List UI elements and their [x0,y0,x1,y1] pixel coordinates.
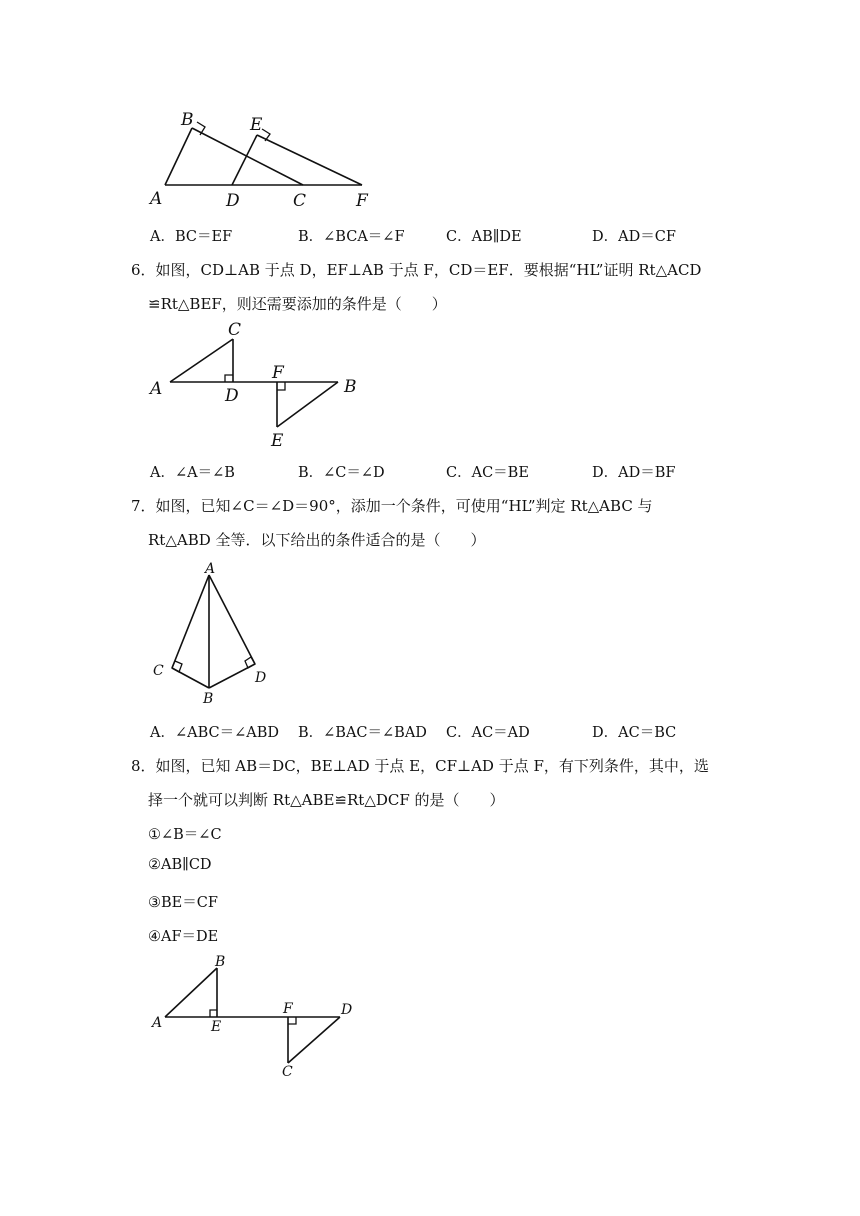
q7-option-d: D．AC＝BC [592,725,677,741]
q8-label-d: D [341,1002,353,1018]
q7-label-c: C [153,663,164,679]
q5-option-c: C．AB∥DE [446,229,522,245]
q6-stem-line2: ≌Rt△BEF，则还需要添加的条件是（ ） [148,295,447,313]
q8-label-e: E [211,1019,222,1035]
q8-condition-2: ②AB∥CD [148,857,212,873]
q6-label-c: C [228,320,242,340]
q5-label-d: D [226,191,240,211]
q5-label-c: C [293,191,307,211]
q8-stem-line2: 择一个就可以判断 Rt△ABE≌Rt△DCF 的是（ ） [148,791,505,809]
q8-label-b: B [215,954,226,970]
q6-option-d: D．AD＝BF [592,465,676,481]
q5-label-b: B [181,110,194,130]
q6-option-a: A．∠A＝∠B [150,465,235,481]
q6-option-c: C．AC＝BE [446,465,529,481]
q5-option-b: B．∠BCA＝∠F [298,229,405,245]
q6-stem-line1: 6．如图，CD⊥AB 于点 D，EF⊥AB 于点 F，CD＝EF．要根据“HL”证明 Rt△ACD [131,261,702,279]
q7-label-a: A [205,561,216,577]
q6-label-f: F [272,363,284,383]
q8-figure [145,950,375,1085]
q6-label-b: B [344,377,357,397]
q5-figure [140,105,400,215]
q5-option-d: D．AD＝CF [592,229,676,245]
q7-figure [145,560,285,710]
q7-stem-line2: Rt△ABD 全等．以下给出的条件适合的是（ ） [148,531,486,549]
q6-option-b: B．∠C＝∠D [298,465,385,481]
q5-label-a: A [150,189,163,209]
q8-condition-3: ③BE＝CF [148,895,218,911]
q6-label-a: A [150,379,163,399]
q7-option-a: A．∠ABC＝∠ABD [150,725,280,741]
q7-stem-line1: 7．如图，已知∠C＝∠D＝90°，添加一个条件，可使用“HL”判定 Rt△ABC 与 [131,497,653,515]
q8-stem-line1: 8．如图，已知 AB＝DC，BE⊥AD 于点 E，CF⊥AD 于点 F，有下列条件，其中，选 [131,757,709,775]
q8-condition-1: ①∠B＝∠C [148,827,222,843]
q8-label-f: F [283,1001,293,1017]
q7-option-b: B．∠BAC＝∠BAD [298,725,427,741]
q7-option-c: C．AC＝AD [446,725,530,741]
q7-label-b: B [203,691,214,707]
q6-label-d: D [225,386,239,406]
q5-label-e: E [250,115,263,135]
q8-condition-4: ④AF＝DE [148,929,219,945]
q8-label-a: A [152,1015,163,1031]
q5-label-f: F [356,191,368,211]
q7-label-d: D [255,670,267,686]
q5-option-a: A．BC＝EF [150,229,233,245]
q6-figure [140,315,380,455]
q6-label-e: E [271,431,284,451]
q8-label-c: C [282,1064,293,1080]
